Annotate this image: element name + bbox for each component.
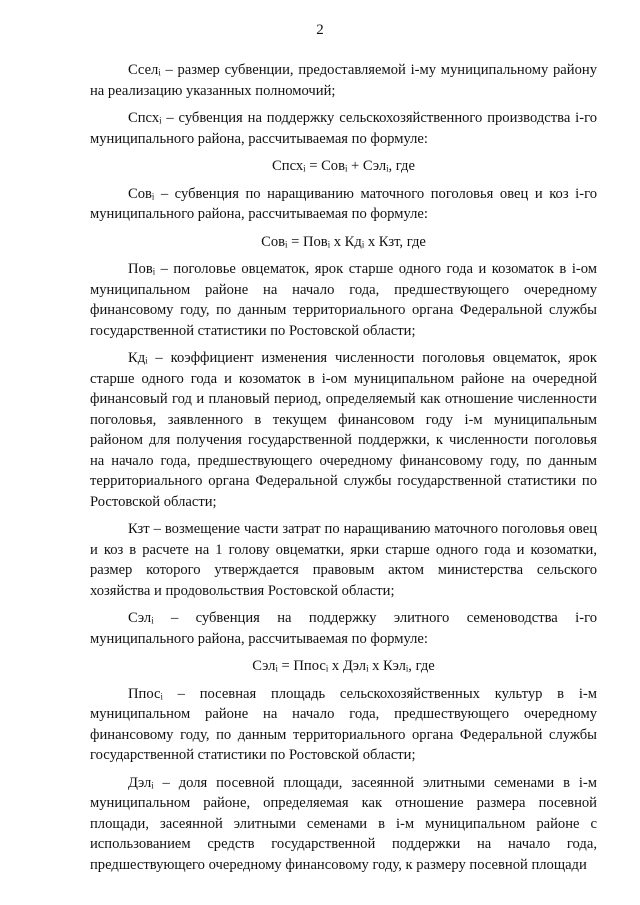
formula-spsh: Спсхᵢ = Совᵢ + Сэлᵢ, где: [272, 158, 415, 174]
paragraph-del-definition: Дэлᵢ – доля посевной площади, засеянной элитными семенами в i-м муниципальном районе, определяемая как отношение размера посевной площади, засеянной элитными семенами в i-м муниципальном районе с использованием средств государственной поддержки на начало года, предшествующего очередному финансовому году, к размеру посевной площади: [90, 774, 597, 873]
paragraph-sov-definition: Совᵢ – субвенция по наращиванию маточного поголовья овец и коз i-го муниципального района, рассчитываемая по формуле:: [90, 185, 597, 222]
formula-sel: Сэлᵢ = Ппосᵢ х Дэлᵢ х Кэлᵢ, где: [252, 658, 435, 674]
paragraph-kd-definition: Кдᵢ – коэффициент изменения численности поголовья овцематок, ярок старше одного года и козоматок в i-ом муниципальном районе на очередной финансовый год и плановый период, определяемый как отношение численности поголовья, заявленного в текущем финансовом году i-м муниципальным районом для получения государственной поддержки, к численности поголовья на начало года, предшествующего очередному финансовому году, по данным территориального органа Федеральной службы государственной статистики по Ростовской области;: [90, 350, 597, 510]
paragraph-spsh-definition: Спсхᵢ – субвенция на поддержку сельскохозяйственного производства i-го муниципального района, рассчитываемая по формуле:: [90, 110, 597, 147]
page-number: 2: [316, 22, 324, 38]
paragraph-ppos-definition: Ппосᵢ – посевная площадь сельскохозяйственных культур в i-м муниципальном районе на начало года, предшествующего очередному финансовому году, по данным территориального органа Федеральной службы государственной статистики по Ростовской области;: [90, 685, 597, 763]
paragraph-ssel-definition: Сселᵢ – размер субвенции, предоставляемой i-му муниципальному району на реализацию указанных полномочий;: [90, 62, 597, 99]
document-body: [90, 60, 597, 882]
paragraph-kzt-definition: Кзт – возмещение части затрат по наращиванию маточного поголовья овец и коз в расчете на 1 голову овцематки, ярки старше одного года и козоматки, размер которого утверждается правовым актом министерства сельского хозяйства и продовольствия Ростовской области;: [90, 521, 597, 599]
paragraph-pov-definition: Повᵢ – поголовье овцематок, ярок старше одного года и козоматок в i-ом муниципальном районе на начало года, предшествующего очередному финансовому году, по данным территориального органа Федеральной службы государственной статистики по Ростовской области;: [90, 261, 597, 339]
paragraph-sel-definition: Сэлᵢ – субвенция на поддержку элитного семеноводства i-го муниципального района, рассчитываемая по формуле:: [90, 610, 597, 647]
formula-sov: Совᵢ = Повᵢ х Кдᵢ х Кзт, где: [261, 233, 426, 250]
